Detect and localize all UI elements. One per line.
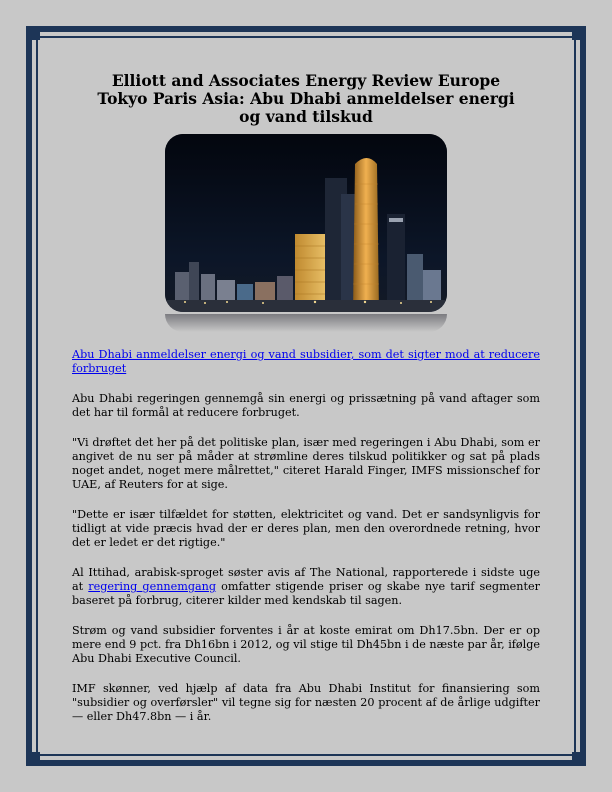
headline-link[interactable]: Abu Dhabi anmeldelser energi og vand subsidier, som det sigter mod at reducere forbruget (72, 348, 540, 375)
border-corner-top-right (572, 26, 586, 40)
paragraph-4-text-after: omfatter stigende priser og skabe nye tarif segmenter baseret på forbrug, citerer kilder med kendskab til sagen. (72, 580, 540, 607)
paragraph-4 (72, 566, 540, 608)
skyline-illustration (165, 134, 447, 312)
paragraph-5: Strøm og vand subsidier forventes i år at koste emirat om Dh17.5bn. Der er op mere end 9 pct. fra Dh16bn i 2012, og vil stige til Dh45bn i de næste par år, ifølge Abu Dhabi Executive Council. (72, 624, 541, 665)
skyline-reflection (165, 314, 447, 332)
document-page (72, 72, 540, 724)
border-corner-bottom-left (26, 752, 40, 766)
paragraph-1: Abu Dhabi regeringen gennemgå sin energi og prissætning på vand aftager som det har til formål at reducere forbruget. (72, 392, 540, 419)
border-corner-bottom-right (572, 752, 586, 766)
skyline-photo (165, 134, 447, 312)
border-corner-top-left (26, 26, 40, 40)
skyline-image (165, 134, 447, 334)
regering-gennemgang-link[interactable]: regering gennemgang (88, 580, 217, 593)
paragraph-3: "Dette er især tilfældet for støtten, elektricitet og vand. Det er sandsynligvis for tidligt at vide præcis hvad der er deres plan, men den overordnede retning, hvor det er ledet er det rigtige." (72, 508, 540, 549)
paragraph-2: "Vi drøftet det her på det politiske plan, især med regeringen i Abu Dhabi, som er angivet de nu ser på måder at strømline deres tilskud politikker og sat på plads noget andet, noget mere målrettet," citeret Harald Finger, IMFS missionschef for UAE, af Reuters for at sige. (72, 436, 540, 491)
headline-link-block (72, 348, 540, 376)
paragraph-4-text-before: Al Ittihad, arabisk-sproget søster avis af The National, rapporterede i sidste uge at (72, 566, 540, 593)
document-title: Elliott and Associates Energy Review Europe Tokyo Paris Asia: Abu Dhabi anmeldelser energi og vand tilskud (97, 71, 515, 126)
paragraph-6: IMF skønner, ved hjælp af data fra Abu Dhabi Institut for finansiering som "subsidier og overførsler" vil tegne sig for næsten 20 procent af de årlige udgifter — eller Dh47.8bn — i år. (72, 682, 540, 723)
